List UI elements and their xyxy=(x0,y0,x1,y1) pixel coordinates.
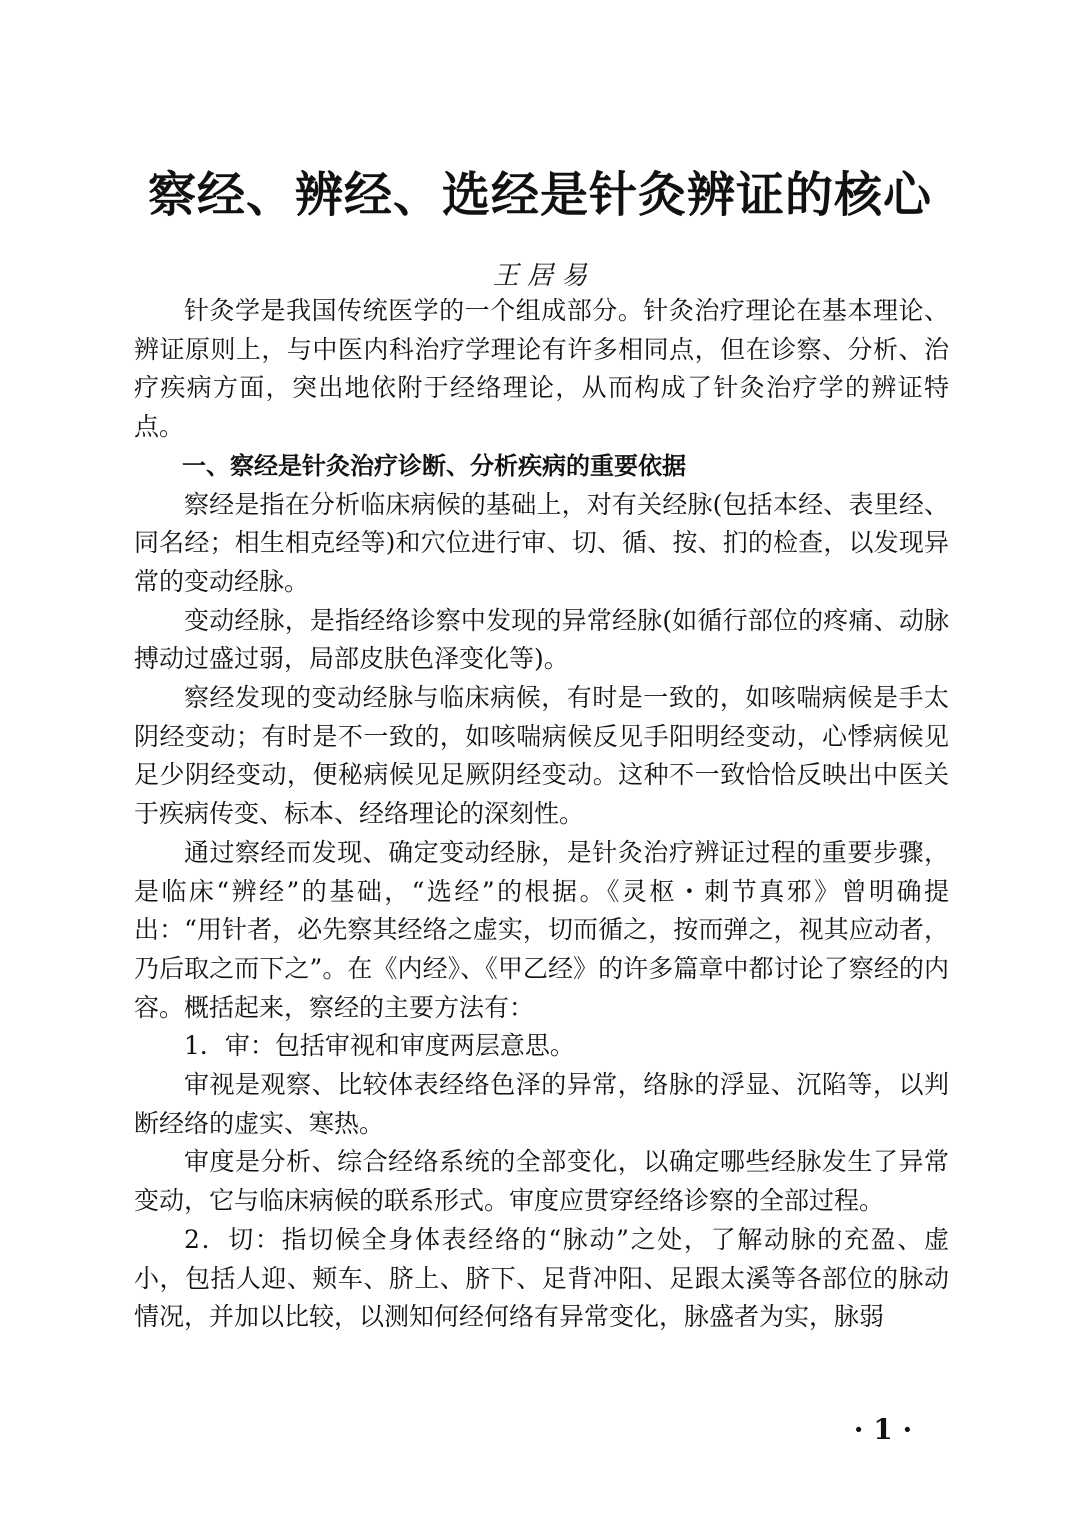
paragraph: 察经是指在分析临床病候的基础上，对有关经脉(包括本经、表里经、同名经；相生相克经等)和穴位进行审、切、循、按、扪的检查，以发现异常的变动经脉。 xyxy=(134,489,949,596)
paragraph: 变动经脉，是指经络诊察中发现的异常经脉(如循行部位的疼痛、动脉搏动过盛过弱，局部皮肤色泽变化等)。 xyxy=(134,605,949,674)
article-body xyxy=(134,292,949,1337)
paragraph: 审视是观察、比较体表经络色泽的异常，络脉的浮显、沉陷等，以判断经络的虚实、寒热。 xyxy=(134,1070,949,1138)
paragraph: 察经发现的变动经脉与临床病候，有时是一致的，如咳喘病候是手太阴经变动；有时是不一致的，如咳喘病候反见手阳明经变动，心悸病候见足少阴经变动，便秘病候见足厥阴经变动。这种不一致恰恰反映出中医关于疾病传变、标本、经络理论的深刻性。 xyxy=(134,683,949,829)
list-item-heading: 2．切：指切候全身体表经络的“脉动”之处，了解动脉的充盈、虚小，包括人迎、颊车、脐上、脐下、足背冲阳、足跟太溪等各部位的脉动情况，并加以比较，以测知何经何络有异常变化，脉盛者为实，脉弱 xyxy=(134,1224,949,1332)
paragraph: 审度是分析、综合经络系统的全部变化，以确定哪些经脉发生了异常变动，它与临床病候的联系形式。审度应贯穿经络诊察的全部过程。 xyxy=(134,1147,949,1216)
paragraph: 通过察经而发现、确定变动经脉，是针灸治疗辨证过程的重要步骤，是临床“辨经”的基础，“选经”的根据。《灵枢・刺节真邪》曾明确提出：“用针者，必先察其经络之虚实，切而循之，按而弹之，视其应动者，乃后取之而下之”。在《内经》、《甲乙经》的许多篇章中都讨论了察经的内容。概括起来，察经的主要方法有： xyxy=(134,837,949,1022)
page-title: 察经、辨经、选经是针灸辨证的核心 xyxy=(147,167,932,223)
page-number: · 1 · xyxy=(853,1413,913,1446)
section-heading: 一、察经是针灸治疗诊断、分析疾病的重要依据 xyxy=(182,451,686,480)
list-item-heading: 1．审：包括审视和审度两层意思。 xyxy=(184,1031,575,1061)
paragraph-intro: 针灸学是我国传统医学的一个组成部分。针灸治疗理论在基本理论、辨证原则上，与中医内科治疗学理论有许多相同点，但在诊察、分析、治疗疾病方面，突出地依附于经络理论，从而构成了针灸治疗学的辨证特点。 xyxy=(134,296,949,442)
author-name: 王 居 易 xyxy=(492,261,588,291)
